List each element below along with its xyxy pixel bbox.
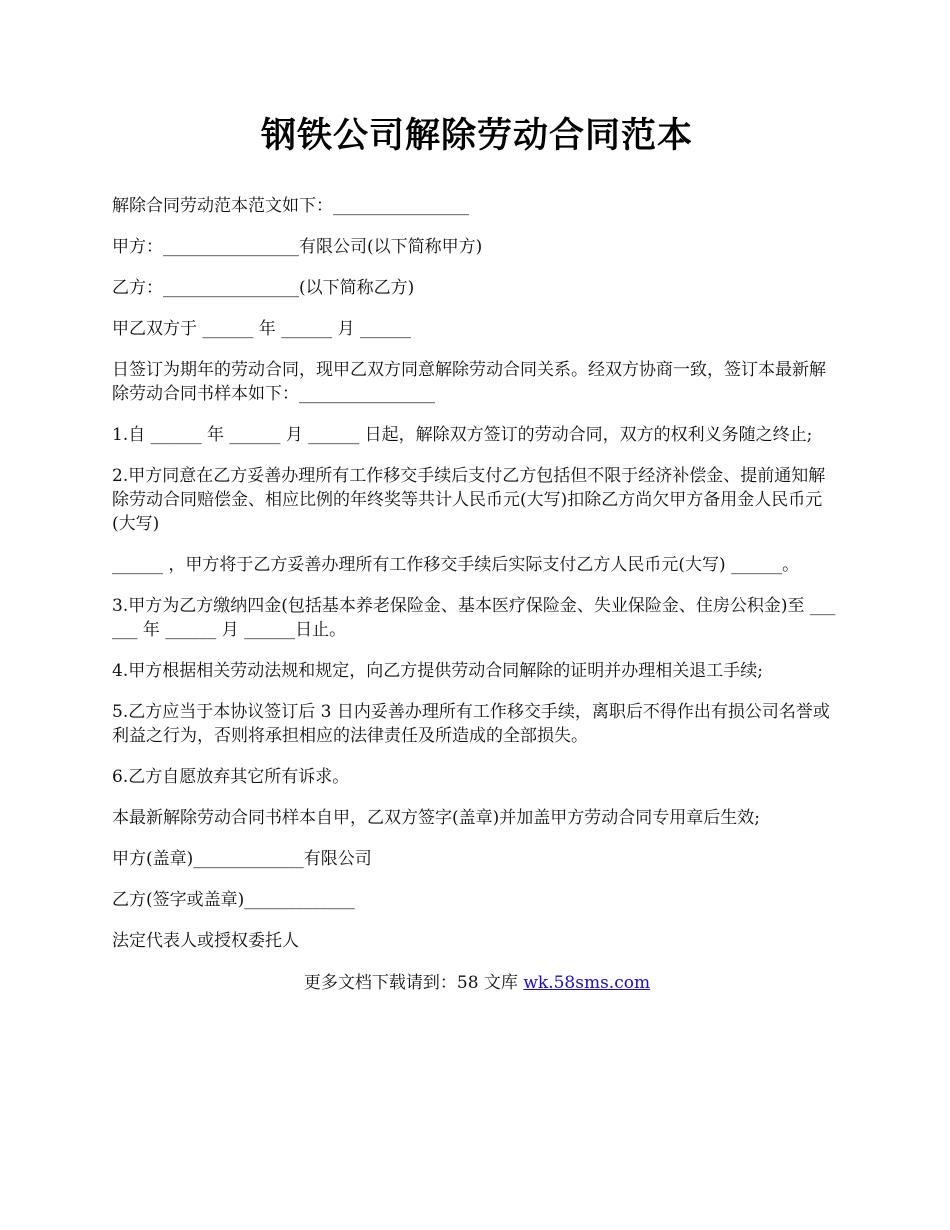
legal-representative: 法定代表人或授权委托人 — [112, 931, 299, 951]
clause-1: 1.自 ______ 年 ______ 月 ______ 日起，解除双方签订的劳动合同，双方的权利义务随之终止; — [112, 425, 813, 445]
clause-5: 5.乙方应当于本协议签订后 3 日内妥善办理所有工作移交手续，离职后不得作出有损公司名誉或利益之行为，否则将承担相应的法律责任及所造成的全部损失。 — [112, 702, 830, 746]
paragraph-effective: 本最新解除劳动合同书样本自甲，乙双方签字(盖章)并加盖甲方劳动合同专用章后生效; — [112, 808, 760, 828]
paragraph-date: 甲乙双方于 ______ 年 ______ 月 ______ — [112, 319, 412, 339]
signature-party-a: 甲方(盖章)_____________有限公司 — [112, 849, 372, 869]
paragraph-agreement: 日签订为期年的劳动合同，现甲乙双方同意解除劳动合同关系。经双方协商一致，签订本最新解除劳动合同书样本如下：________________ — [112, 360, 826, 404]
footer — [112, 971, 842, 995]
paragraph-intro: 解除合同劳动范本范文如下：________________ — [112, 196, 469, 216]
clause-6: 6.乙方自愿放弃其它所有诉求。 — [112, 767, 350, 787]
footer-text: 更多文档下载请到：58 文库 — [303, 973, 524, 993]
document-title: 钢铁公司解除劳动合同范本 — [260, 115, 693, 156]
footer-link[interactable]: wk.58sms.com — [523, 973, 651, 993]
clause-3: 3.甲方为乙方缴纳四金(包括基本养老保险金、基本医疗保险金、失业保险金、住房公积金)至 ______ 年 ______ 月 ______日止。 — [112, 596, 836, 640]
clause-4: 4.甲方根据相关劳动法规和规定，向乙方提供劳动合同解除的证明并办理相关退工手续; — [112, 661, 763, 681]
paragraph-party-b: 乙方：________________(以下简称乙方) — [112, 278, 415, 298]
signature-party-b: 乙方(签字或盖章)_____________ — [112, 890, 355, 910]
paragraph-party-a: 甲方：________________有限公司(以下简称甲方) — [112, 237, 483, 257]
clause-2-continued: ______ ，甲方将于乙方妥善办理所有工作移交手续后实际支付乙方人民币元(大写) ______。 — [112, 555, 800, 575]
document-page — [112, 108, 842, 995]
clause-2: 2.甲方同意在乙方妥善办理所有工作移交手续后支付乙方包括但不限于经济补偿金、提前通知解除劳动合同赔偿金、相应比例的年终奖等共计人民币元(大写)扣除乙方尚欠甲方备用金人民币元(大写) — [112, 466, 826, 534]
